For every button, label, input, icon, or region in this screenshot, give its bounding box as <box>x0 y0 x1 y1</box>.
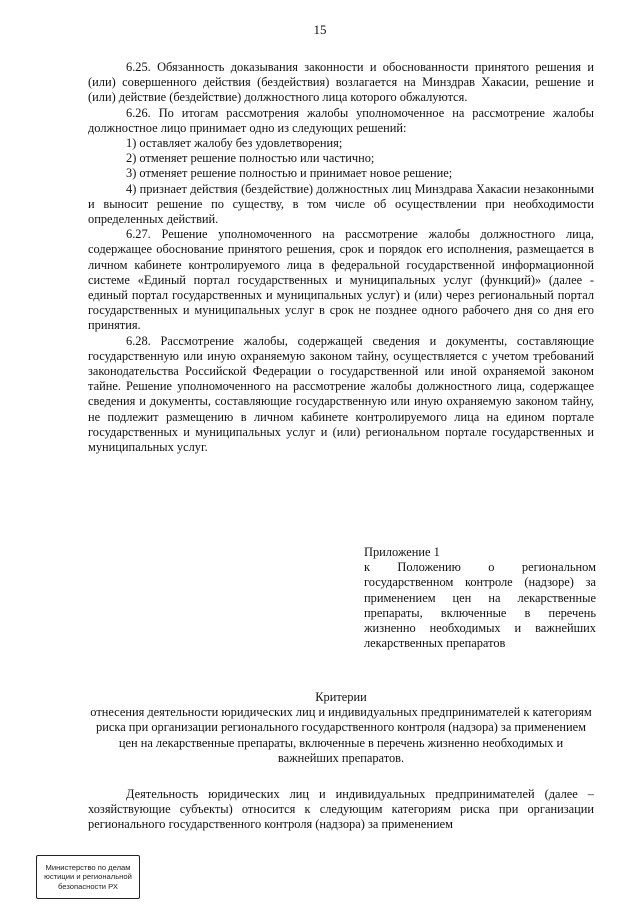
criteria-subtitle: отнесения деятельности юридических лиц и индивидуальных предпринимателей к категориям риска при организации регионального государственного контроля (надзора) за применением цен на лекарственные препараты, включенные в перечень жизненно необходимых и важнейших препаратов. <box>90 705 592 765</box>
criteria-heading <box>88 690 594 766</box>
paragraph-6-28: 6.28. Рассмотрение жалобы, содержащей сведения и документы, составляющие государственную или иную охраняемую законом тайну, осуществляется с учетом требований законодательства Российской Федерации о государственной или иной охраняемой законом тайне. Решение уполномоченного на рассмотрение жалобы должностного лица, содержащее сведения и документы, составляющие государственную или иную охраняемую законом тайну, не подлежит размещению в личном кабинете контролируемого лица на едином портале государственных и муниципальных услуг и (или) региональном портале государственных и муниципальных услуг. <box>88 333 594 455</box>
decision-item-1: 1) оставляет жалобу без удовлетворения; <box>126 136 343 151</box>
appendix-body: к Положению о региональном государственном контроле (надзоре) за применением цен на лекарственные препараты, включенные в перечень жизненно необходимых и важнейших <box>364 560 596 636</box>
stamp-line-3: безопасности РХ <box>58 881 118 891</box>
ministry-stamp <box>36 855 140 899</box>
stamp-line-2: юстиции и региональной <box>44 872 132 882</box>
decision-item-3: 3) отменяет решение полностью и принимает новое решение; <box>126 166 453 181</box>
appendix-last-line: лекарственных препаратов <box>364 636 506 651</box>
paragraph-6-26: 6.26. По итогам рассмотрения жалобы уполномоченное на рассмотрение жалобы должностное лицо принимает одно из следующих решений: <box>88 105 594 135</box>
intro-paragraph: Деятельность юридических лиц и индивидуальных предпринимателей (далее – хозяйствующие субъекты) относится к следующим категориям риска при организации регионального государственного контроля (надзора) за применением <box>88 787 594 832</box>
page-number: 15 <box>313 22 327 37</box>
appendix-block <box>364 545 596 651</box>
decision-item-4: 4) признает действия (бездействие) должностных лиц Минздрава Хакасии незаконными и выносит решение по существу, в том числе об осуществлении при необходимости определенных действий. <box>88 181 594 227</box>
decision-item-2: 2) отменяет решение полностью или частично; <box>126 151 375 166</box>
criteria-title: Критерии <box>315 690 367 704</box>
main-text <box>88 60 594 455</box>
stamp-line-1: Министерство по делам <box>45 862 131 872</box>
paragraph-6-25: 6.25. Обязанность доказывания законности и обоснованности принятого решения и (или) совершенного действия (бездействия) возлагается на Минздрав Хакасии, решение и (или) действие (бездействие) должностного лица которого обжалуются. <box>88 60 594 105</box>
paragraph-6-27: 6.27. Решение уполномоченного на рассмотрение жалобы должностного лица, содержащее обоснование принятого решения, срок и порядок его исполнения, размещается в личном кабинете контролируемого лица в федеральной государственной информационной системе «Единый портал государственных и муниципальных услуг (функций)» (далее - единый портал государственных и муниципальных услуг) и (или) через региональный портал государственных и муниципальных услуг в срок не позднее одного рабочего дня со дня его принятия. <box>88 227 594 333</box>
appendix-title: Приложение 1 <box>364 545 440 559</box>
